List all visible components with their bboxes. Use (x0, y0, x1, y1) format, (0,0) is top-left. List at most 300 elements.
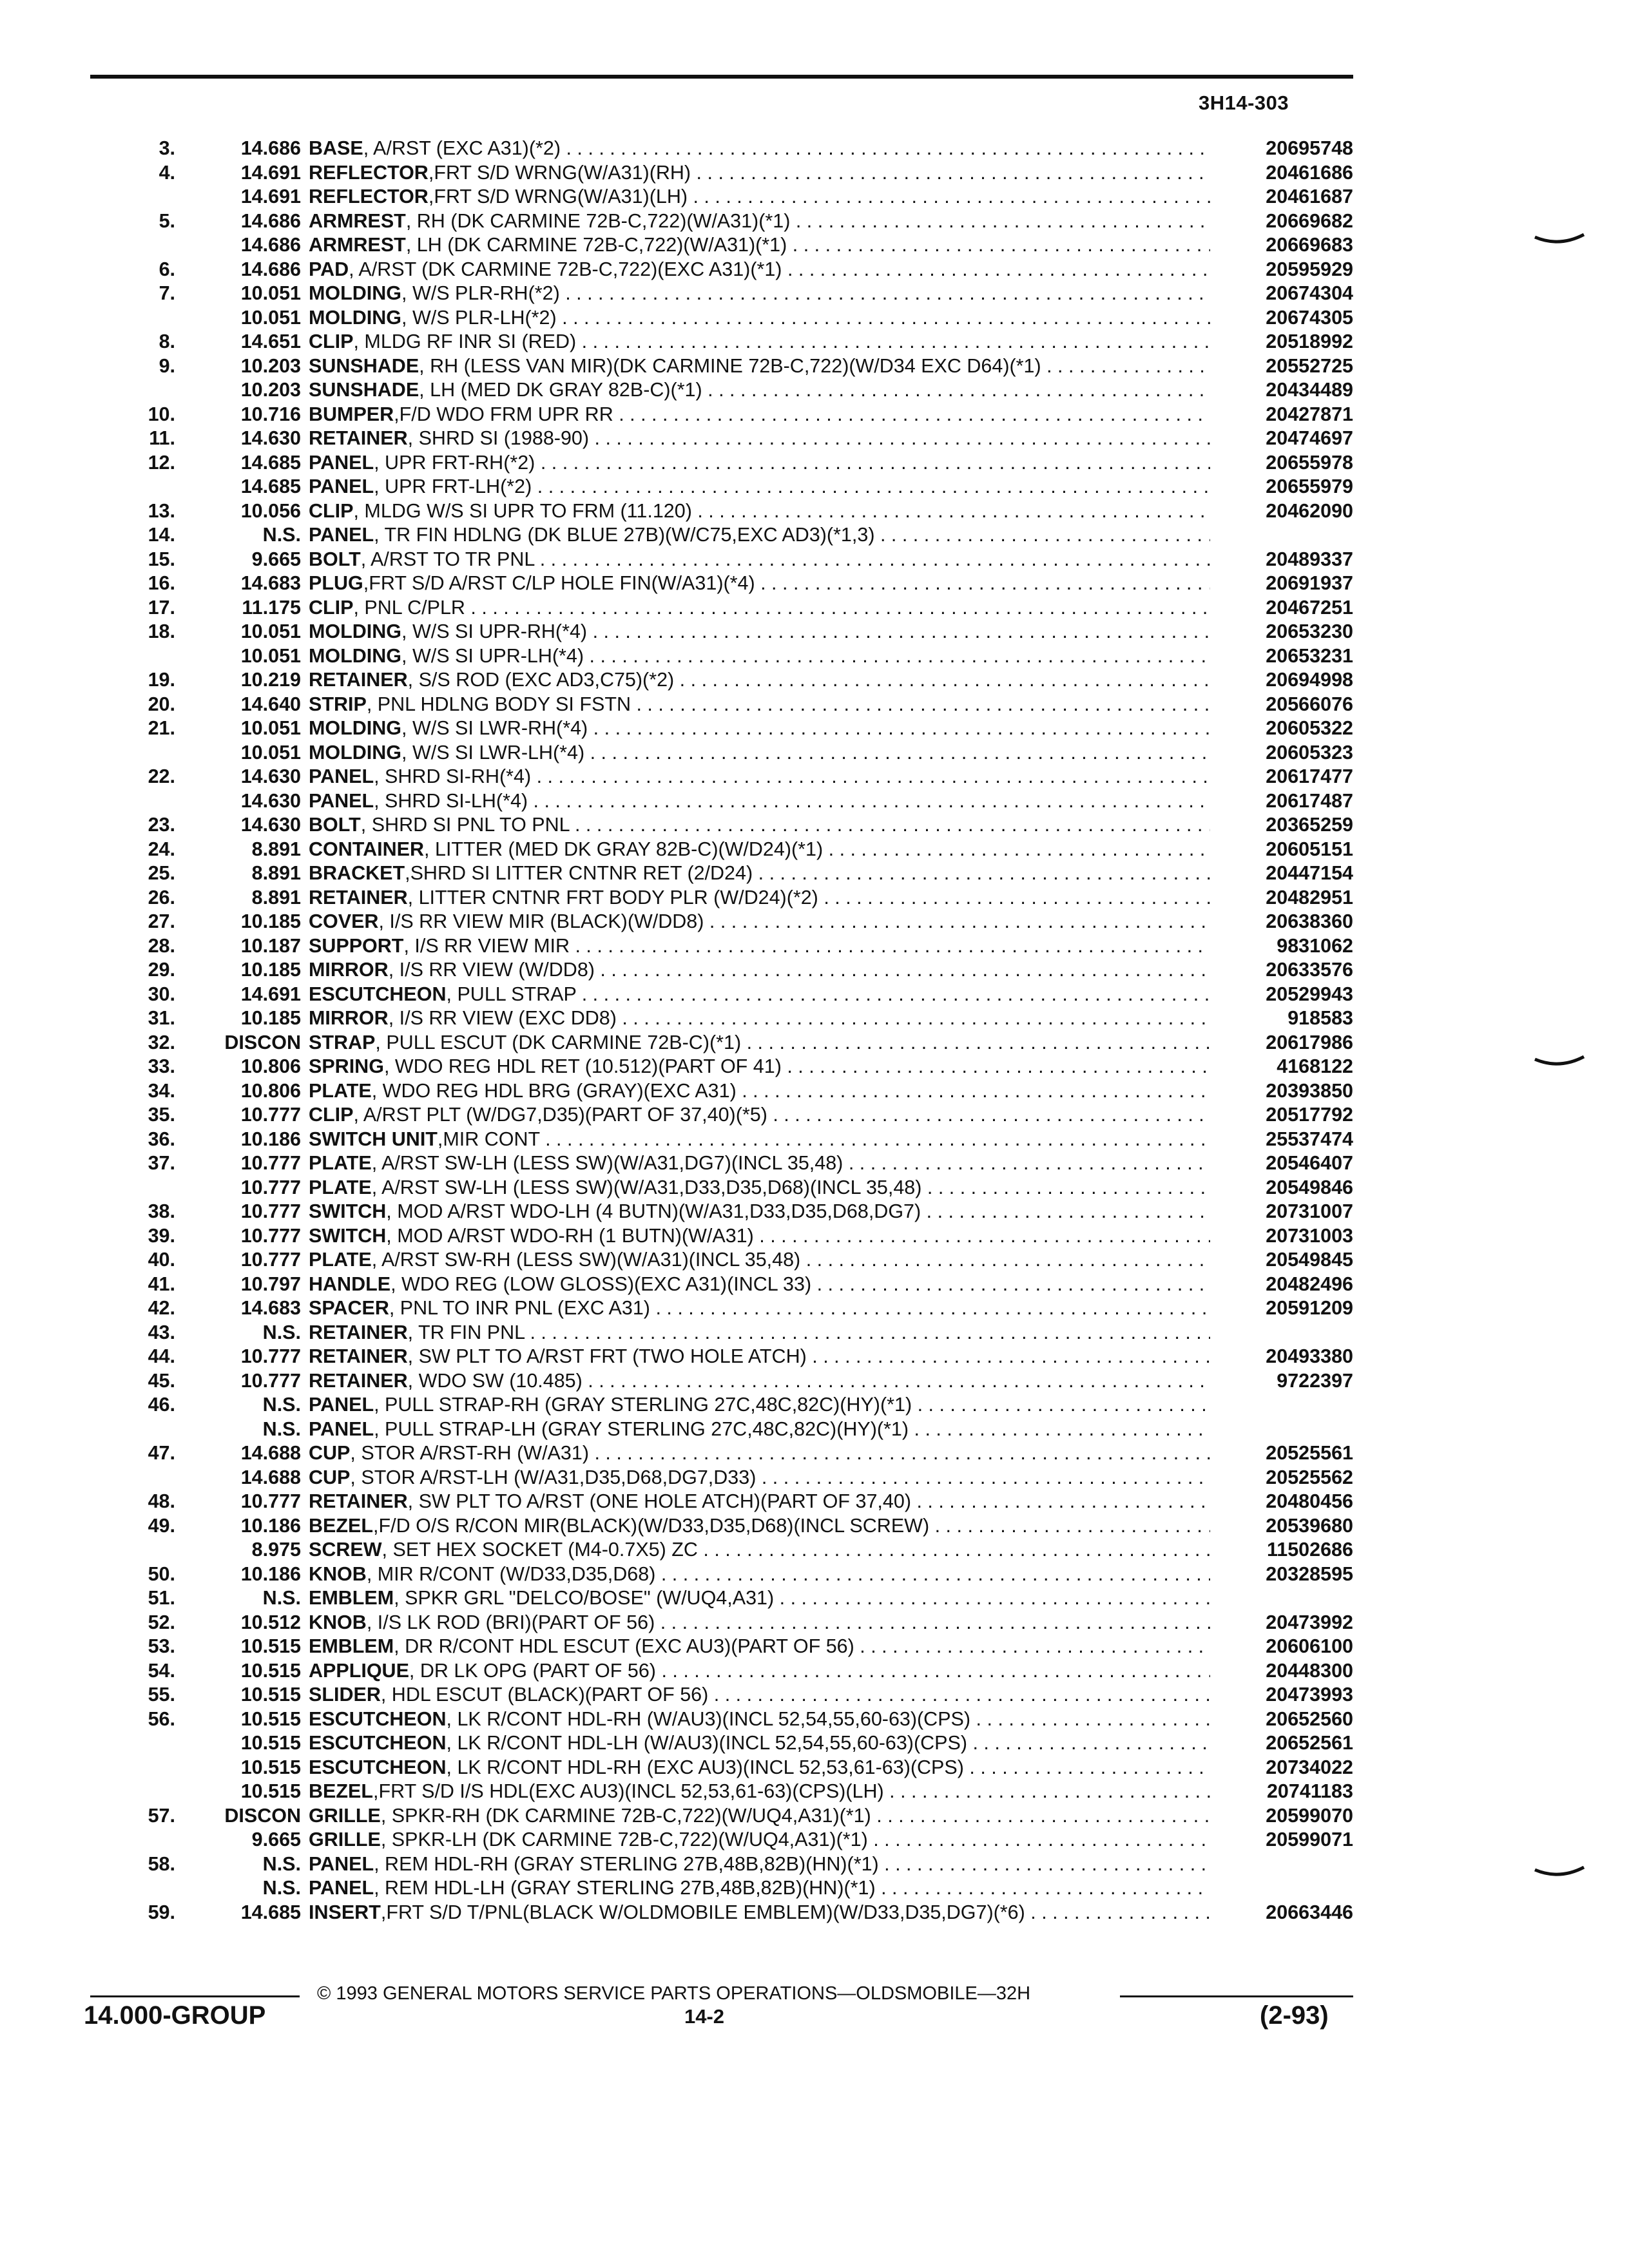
part-name: ARMREST (309, 234, 406, 256)
part-name: BUMPER (309, 403, 394, 425)
part-description (309, 1151, 1210, 1176)
ref-number: 29. (148, 959, 175, 981)
group-number: 14.630 (240, 765, 301, 787)
ref-number: 20. (148, 693, 175, 715)
part-number: 20474697 (1266, 427, 1353, 449)
part-number: 4168122 (1277, 1055, 1353, 1077)
group-number: 10.806 (240, 1055, 301, 1077)
part-name: EMBLEM (309, 1587, 394, 1609)
group-number: 8.891 (251, 838, 301, 860)
part-name: BRACKET (309, 862, 405, 884)
table-row (90, 1224, 1353, 1249)
part-detail: , I/S RR VIEW (EXC DD8) (388, 1007, 617, 1029)
table-row (90, 910, 1353, 934)
part-name: MOLDING (309, 306, 402, 329)
footer-rule-right (1120, 1995, 1353, 1997)
part-number: 20674305 (1266, 306, 1353, 329)
group-number: 10.777 (240, 1369, 301, 1392)
ref-number: 12. (148, 451, 175, 474)
part-name: PANEL (309, 765, 374, 787)
part-name: SUNSHADE (309, 354, 419, 377)
part-name: MIRROR (309, 1007, 389, 1029)
part-number: 20605151 (1266, 838, 1353, 860)
part-name: RETAINER (309, 1369, 408, 1392)
part-detail: , LITTER CNTNR FRT BODY PLR (W/D24)(*2) (407, 886, 818, 908)
part-description (309, 1224, 1210, 1249)
part-description (309, 1707, 1210, 1732)
group-number: N.S. (262, 1394, 301, 1416)
part-description (309, 306, 1210, 331)
ref-number: 34. (148, 1079, 175, 1102)
group-number: 14.691 (240, 186, 301, 207)
part-detail: , WDO REG HDL RET (10.512)(PART OF 41) (383, 1055, 782, 1077)
part-name: INSERT (309, 1901, 381, 1923)
group-number: 10.777 (240, 1224, 301, 1247)
part-detail: , MOD A/RST WDO-RH (1 BUTN)(W/A31) (386, 1224, 754, 1247)
part-description (309, 1828, 1210, 1852)
table-row (90, 572, 1353, 596)
part-name: PANEL (309, 524, 374, 546)
part-detail: , WDO REG (LOW GLOSS)(EXC A31)(INCL 33) (390, 1273, 812, 1295)
group-number: 14.691 (240, 161, 301, 184)
group-number: N.S. (262, 1418, 301, 1440)
part-name: CLIP (309, 331, 354, 352)
part-detail: , PULL STRAP-LH (GRAY STERLING 27C,48C,82C)(HY)(*1) (374, 1418, 909, 1440)
footer-copyright: © 1993 GENERAL MOTORS SERVICE PARTS OPERATIONS—OLDSMOBILE—32H (317, 1983, 1031, 2004)
part-detail: , W/S SI LWR-LH(*4) (401, 741, 585, 764)
part-number: 20633576 (1266, 959, 1353, 981)
part-number: 20529943 (1266, 983, 1353, 1005)
group-number: 10.185 (240, 959, 301, 981)
group-number: 14.691 (240, 983, 301, 1005)
part-description (309, 209, 1210, 234)
part-name: ESCUTCHEON (309, 1732, 447, 1754)
part-name: PANEL (309, 1418, 374, 1440)
table-row (90, 741, 1353, 765)
part-name: PAD (309, 258, 349, 280)
ref-number: 21. (148, 717, 175, 739)
part-number: 11502686 (1266, 1539, 1353, 1561)
part-description (309, 1659, 1210, 1684)
ref-number: 19. (148, 669, 175, 691)
table-row (90, 1345, 1353, 1369)
part-number: 20328595 (1266, 1562, 1353, 1585)
part-description (309, 765, 1210, 789)
group-number: N.S. (262, 1852, 301, 1875)
part-description (309, 789, 1210, 814)
part-name: EMBLEM (309, 1635, 394, 1657)
part-description (309, 572, 1210, 596)
group-number: 14.685 (240, 476, 301, 497)
part-number: 20652560 (1266, 1707, 1353, 1730)
table-row (90, 958, 1353, 983)
part-detail: , HDL ESCUT (BLACK)(PART OF 56) (380, 1684, 709, 1706)
table-row (90, 1103, 1353, 1128)
part-detail: , MOD A/RST WDO-LH (4 BUTN)(W/A31,D33,D35,D68,DG7) (386, 1200, 921, 1222)
part-number: 20674304 (1266, 282, 1353, 304)
ref-number: 13. (148, 499, 175, 522)
part-number: 20691937 (1266, 572, 1353, 594)
part-number: 20652561 (1266, 1732, 1353, 1754)
part-number: 20525561 (1266, 1442, 1353, 1464)
group-number: 14.688 (240, 1466, 301, 1488)
group-number: 10.777 (240, 1490, 301, 1512)
group-number: 14.686 (240, 209, 301, 232)
part-description (309, 1273, 1210, 1297)
part-name: MOLDING (309, 741, 402, 764)
part-description (309, 1562, 1210, 1587)
part-description (309, 1418, 1210, 1442)
part-description (309, 1321, 1210, 1345)
table-row (90, 1659, 1353, 1684)
part-name: RETAINER (309, 1321, 408, 1343)
part-number: 20617986 (1266, 1031, 1353, 1053)
part-name: PLATE (309, 1152, 372, 1174)
table-row (90, 354, 1353, 379)
part-description (309, 1441, 1210, 1466)
part-detail: , LH (MED DK GRAY 82B-C)(*1) (419, 379, 702, 401)
part-name: GRILLE (309, 1829, 381, 1850)
part-description (309, 1780, 1210, 1804)
part-description (309, 330, 1210, 354)
part-description (309, 910, 1210, 934)
ref-number: 3. (159, 137, 175, 159)
ref-number: 57. (148, 1804, 175, 1827)
part-description (309, 1490, 1210, 1514)
table-row (90, 1876, 1353, 1901)
binder-mark (1534, 1055, 1585, 1070)
ref-number: 22. (148, 765, 175, 787)
part-detail: , WDO SW (10.485) (407, 1369, 583, 1392)
part-number: 20482496 (1266, 1273, 1353, 1295)
part-name: CLIP (309, 1104, 354, 1126)
ref-number: 49. (148, 1514, 175, 1537)
table-row (90, 1296, 1353, 1321)
part-name: RETAINER (309, 1345, 408, 1367)
part-detail: , LK R/CONT HDL-LH (W/AU3)(INCL 52,54,55,60-63)(CPS) (446, 1732, 967, 1754)
part-name: PANEL (309, 476, 374, 497)
part-description (309, 475, 1210, 499)
group-number: 14.686 (240, 234, 301, 256)
group-number: 11.175 (242, 596, 301, 619)
part-number: 20734022 (1266, 1756, 1353, 1778)
ref-number: 37. (148, 1152, 175, 1174)
part-name: ESCUTCHEON (309, 983, 447, 1005)
part-description (309, 620, 1210, 644)
part-description (309, 838, 1210, 862)
part-number: 20669683 (1266, 234, 1353, 256)
part-detail: , SHRD SI-LH(*4) (374, 789, 528, 812)
part-description (309, 958, 1210, 983)
top-rule (90, 75, 1353, 79)
group-number: 10.051 (240, 620, 301, 642)
table-row (90, 1756, 1353, 1780)
table-row (90, 716, 1353, 741)
part-number: 918583 (1287, 1007, 1353, 1029)
table-row (90, 475, 1353, 499)
table-row (90, 258, 1353, 282)
table-row (90, 693, 1353, 717)
part-name: PANEL (309, 1852, 374, 1875)
part-detail: , UPR FRT-LH(*2) (374, 476, 532, 497)
part-detail: ,FRT S/D T/PNL(BLACK W/OLDMOBILE EMBLEM)(W/D33,D35,DG7)(*6) (380, 1901, 1025, 1923)
ref-number: 8. (159, 331, 175, 352)
part-name: MOLDING (309, 644, 402, 667)
part-detail: , LK R/CONT HDL-RH (EXC AU3)(INCL 52,53,61-63)(CPS) (446, 1756, 964, 1778)
group-number: 10.515 (240, 1659, 301, 1682)
part-number: 20653230 (1266, 620, 1353, 642)
part-number: 20480456 (1266, 1490, 1353, 1512)
ref-number: 28. (148, 934, 175, 957)
table-row (90, 1683, 1353, 1707)
part-description (309, 1586, 1210, 1611)
part-detail: ,FRT S/D WRNG(W/A31)(LH) (428, 186, 688, 207)
part-name: MOLDING (309, 282, 402, 304)
part-number: 20493380 (1266, 1345, 1353, 1367)
group-number: 10.186 (240, 1514, 301, 1537)
group-number: 9.665 (251, 548, 301, 570)
group-number: 14.630 (240, 427, 301, 449)
part-description (309, 934, 1210, 959)
part-description (309, 1055, 1210, 1079)
part-detail: , I/S RR VIEW (W/DD8) (388, 959, 595, 981)
part-detail: , PNL C/PLR (353, 596, 465, 619)
table-row (90, 378, 1353, 403)
ref-number: 50. (148, 1562, 175, 1585)
part-number: 20461687 (1266, 186, 1353, 207)
part-description (309, 1006, 1210, 1031)
table-row (90, 1006, 1353, 1031)
table-row (90, 1055, 1353, 1079)
part-number: 20655978 (1266, 451, 1353, 474)
part-description (309, 668, 1210, 693)
part-description (309, 258, 1210, 282)
part-name: CLIP (309, 499, 354, 522)
part-number: 9722397 (1277, 1369, 1353, 1392)
ref-number: 24. (148, 838, 175, 860)
part-detail: ,F/D WDO FRM UPR RR (394, 403, 613, 425)
table-row (90, 1418, 1353, 1442)
table-row (90, 1707, 1353, 1732)
group-number: 10.777 (240, 1104, 301, 1126)
part-name: GRILLE (309, 1804, 381, 1827)
table-row (90, 523, 1353, 548)
part-name: RETAINER (309, 427, 408, 449)
part-detail: , WDO REG HDL BRG (GRAY)(EXC A31) (371, 1079, 737, 1102)
group-number: 10.777 (240, 1176, 301, 1198)
part-detail: , I/S RR VIEW MIR (403, 934, 570, 957)
part-name: SUPPORT (309, 934, 404, 957)
part-description (309, 1393, 1210, 1418)
part-number: 20518992 (1266, 331, 1353, 352)
part-name: COVER (309, 910, 379, 932)
group-number: 10.186 (240, 1128, 301, 1150)
part-detail: ,F/D O/S R/CON MIR(BLACK)(W/D33,D35,D68)(INCL SCREW) (372, 1514, 930, 1537)
group-number: 10.187 (240, 934, 301, 957)
part-detail: , UPR FRT-RH(*2) (374, 451, 535, 474)
part-number: 20393850 (1266, 1079, 1353, 1102)
binder-mark (1534, 233, 1585, 247)
part-description (309, 1538, 1210, 1562)
binder-mark (1534, 1866, 1585, 1880)
part-detail: , TR FIN PNL (407, 1321, 525, 1343)
part-number: 20489337 (1266, 548, 1353, 570)
ref-number: 23. (148, 814, 175, 836)
ref-number: 38. (148, 1200, 175, 1222)
part-description (309, 378, 1210, 403)
part-number: 20427871 (1266, 403, 1353, 425)
part-name: SUNSHADE (309, 379, 419, 401)
group-number: 10.515 (240, 1780, 301, 1802)
group-number: 10.515 (240, 1707, 301, 1730)
part-detail: , SHRD SI (1988-90) (407, 427, 590, 449)
table-row (90, 1466, 1353, 1490)
table-row (90, 765, 1353, 789)
table-row (90, 1780, 1353, 1804)
part-number: 20605323 (1266, 741, 1353, 764)
part-name: MOLDING (309, 620, 402, 642)
table-row (90, 137, 1353, 161)
part-name: HANDLE (309, 1273, 391, 1295)
part-description (309, 1611, 1210, 1635)
ref-number: 27. (148, 910, 175, 932)
table-row (90, 1611, 1353, 1635)
part-name: RETAINER (309, 669, 408, 691)
part-name: KNOB (309, 1562, 367, 1585)
group-number: 8.975 (251, 1539, 301, 1561)
group-number: 10.806 (240, 1079, 301, 1102)
part-detail: ,FRT S/D WRNG(W/A31)(RH) (428, 161, 691, 184)
ref-number: 45. (148, 1369, 175, 1392)
table-row (90, 1828, 1353, 1852)
part-detail: , SW PLT TO A/RST FRT (TWO HOLE ATCH) (407, 1345, 807, 1367)
part-name: SWITCH (309, 1224, 387, 1247)
part-name: PANEL (309, 1877, 374, 1899)
part-detail: , SHRD SI-RH(*4) (374, 765, 532, 787)
table-row (90, 1128, 1353, 1152)
part-name: PANEL (309, 451, 374, 474)
footer-page-number: 14-2 (684, 2005, 725, 2028)
part-detail: ,FRT S/D A/RST C/LP HOLE FIN(W/A31)(*4) (363, 572, 755, 594)
part-number: 20638360 (1266, 910, 1353, 932)
part-number: 20447154 (1266, 862, 1353, 884)
table-row (90, 1200, 1353, 1224)
group-number: 10.051 (240, 282, 301, 304)
group-number: 10.515 (240, 1684, 301, 1706)
table-row (90, 548, 1353, 572)
ref-number: 51. (148, 1587, 175, 1609)
part-detail: , I/S LK ROD (BRI)(PART OF 56) (366, 1611, 655, 1633)
part-detail: , MLDG RF INR SI (RED) (353, 331, 577, 352)
part-name: STRAP (309, 1031, 376, 1053)
part-description (309, 1635, 1210, 1659)
part-number: 20695748 (1266, 137, 1353, 159)
part-description (309, 861, 1210, 886)
part-number: 20741183 (1266, 1780, 1353, 1802)
table-row (90, 306, 1353, 331)
group-number: 10.051 (240, 644, 301, 667)
part-description (309, 1031, 1210, 1055)
ref-number: 47. (148, 1442, 175, 1464)
part-number: 20467251 (1266, 596, 1353, 619)
table-row (90, 1176, 1353, 1200)
part-description (309, 1466, 1210, 1490)
part-description (309, 1345, 1210, 1369)
part-number: 20617477 (1266, 765, 1353, 787)
group-number: 10.051 (240, 717, 301, 739)
part-detail: , STOR A/RST-LH (W/A31,D35,D68,DG7,D33) (350, 1466, 757, 1488)
group-number: 14.640 (240, 693, 301, 715)
group-number: 10.716 (240, 403, 301, 425)
page-code: 3H14-303 (1199, 91, 1289, 114)
ref-number: 43. (148, 1321, 175, 1343)
part-detail: , W/S SI UPR-RH(*4) (401, 620, 588, 642)
part-number: 20617487 (1266, 789, 1353, 812)
group-number: 10.185 (240, 910, 301, 932)
part-number: 20731003 (1266, 1224, 1353, 1247)
part-detail: , A/RST (DK CARMINE 72B-C,722)(EXC A31)(*1) (349, 258, 782, 280)
part-number: 25537474 (1266, 1128, 1353, 1150)
part-description (309, 716, 1210, 741)
table-row (90, 161, 1353, 186)
table-row (90, 838, 1353, 862)
part-description (309, 1079, 1210, 1104)
part-name: CONTAINER (309, 838, 425, 860)
table-row (90, 330, 1353, 354)
group-number: 10.051 (240, 306, 301, 329)
group-number: 10.515 (240, 1732, 301, 1754)
ref-number: 11. (149, 427, 175, 449)
table-row (90, 233, 1353, 258)
part-detail: , W/S SI LWR-RH(*4) (401, 717, 588, 739)
ref-number: 52. (148, 1611, 175, 1633)
part-number: 20566076 (1266, 693, 1353, 715)
part-name: CUP (309, 1442, 351, 1464)
part-detail: ,MIR CONT (437, 1128, 540, 1150)
part-detail: , A/RST SW-RH (LESS SW)(W/A31)(INCL 35,48) (371, 1249, 801, 1271)
table-row (90, 1369, 1353, 1394)
part-name: MOLDING (309, 717, 402, 739)
part-detail: , PULL ESCUT (DK CARMINE 72B-C)(*1) (375, 1031, 742, 1053)
ref-number: 15. (148, 548, 175, 570)
part-detail: , RH (DK CARMINE 72B-C,722)(W/A31)(*1) (405, 209, 791, 232)
part-name: PLUG (309, 572, 363, 594)
group-number: 10.515 (240, 1756, 301, 1778)
table-row (90, 983, 1353, 1007)
part-detail: , REM HDL-RH (GRAY STERLING 27B,48B,82B)(HN)(*1) (374, 1852, 879, 1875)
ref-number: 55. (148, 1684, 175, 1706)
table-row (90, 1151, 1353, 1176)
part-description (309, 1852, 1210, 1877)
part-number: 20539680 (1266, 1514, 1353, 1537)
part-detail: , LITTER (MED DK GRAY 82B-C)(W/D24)(*1) (424, 838, 824, 860)
table-row (90, 1321, 1353, 1345)
table-row (90, 1562, 1353, 1587)
ref-number: 16. (148, 572, 175, 594)
group-number: N.S. (262, 524, 301, 546)
table-row (90, 934, 1353, 959)
table-row (90, 644, 1353, 669)
part-description (309, 233, 1210, 258)
part-number: 20694998 (1266, 669, 1353, 691)
part-detail: , A/RST (EXC A31)(*2) (363, 137, 561, 159)
part-name: SWITCH UNIT (309, 1128, 438, 1150)
part-detail: , W/S PLR-LH(*2) (401, 306, 557, 329)
part-name: PANEL (309, 1394, 374, 1416)
group-number: 14.686 (240, 137, 301, 159)
footer-rule-left (90, 1995, 300, 1997)
part-detail: , SHRD SI PNL TO PNL (360, 814, 570, 836)
